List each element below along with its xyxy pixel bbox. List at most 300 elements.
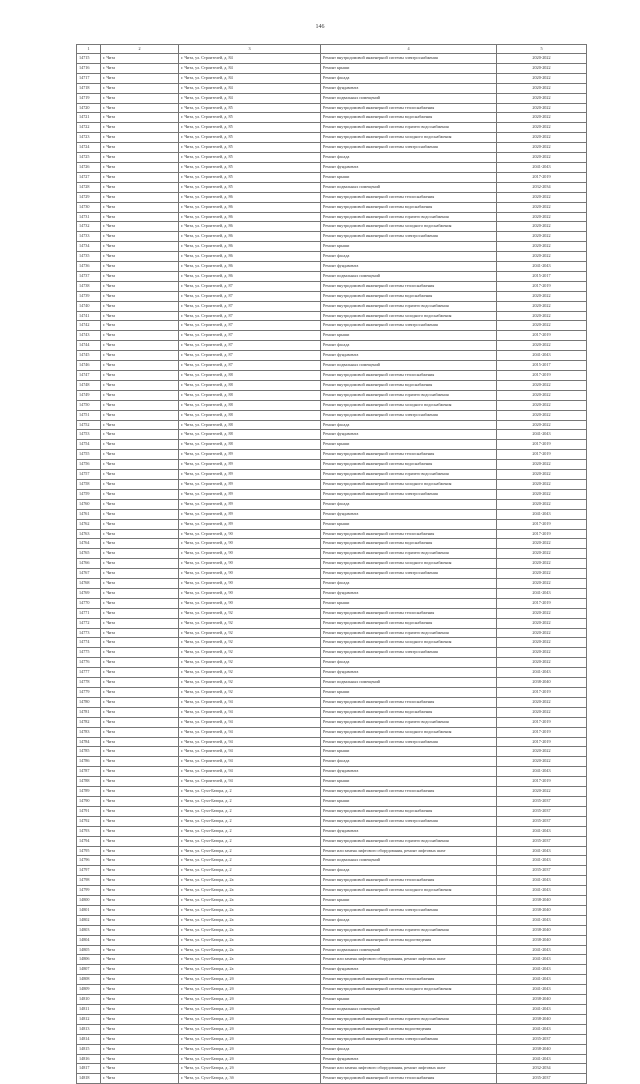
municipality-cell: г. Чита — [101, 955, 179, 965]
period-cell: 2038-2040 — [497, 1014, 587, 1024]
table-row — [77, 648, 587, 658]
header-cell: 5 — [497, 45, 587, 54]
table-row — [77, 242, 587, 252]
table-row — [77, 479, 587, 489]
work-type-cell: Ремонт внутридомовой инженерной системы холодного водоснабжения — [321, 479, 497, 489]
municipality-cell: г. Чита — [101, 83, 179, 93]
address-cell: г. Чита, ул. Строителей, д. 85 — [179, 113, 321, 123]
municipality-cell: г. Чита — [101, 331, 179, 341]
municipality-cell: г. Чита — [101, 281, 179, 291]
table-row — [77, 262, 587, 272]
work-type-cell: Ремонт подвальных помещений — [321, 1005, 497, 1015]
address-cell: г. Чита, ул. Сухэ-Батора, д. 2 — [179, 856, 321, 866]
table-row — [77, 905, 587, 915]
table-row — [77, 202, 587, 212]
row-number-cell: 14810 — [77, 995, 101, 1005]
address-cell: г. Чита, ул. Строителей, д. 92 — [179, 608, 321, 618]
table-row — [77, 529, 587, 539]
period-cell: 2020-2022 — [497, 569, 587, 579]
period-cell: 2020-2022 — [497, 638, 587, 648]
period-cell: 2020-2022 — [497, 311, 587, 321]
table-row — [77, 93, 587, 103]
period-cell: 2020-2022 — [497, 539, 587, 549]
period-cell: 2041-2043 — [497, 975, 587, 985]
row-number-cell: 14753 — [77, 430, 101, 440]
table-row — [77, 965, 587, 975]
period-cell: 2035-2037 — [497, 806, 587, 816]
work-type-cell: Ремонт фундамента — [321, 668, 497, 678]
period-cell: 2041-2043 — [497, 826, 587, 836]
municipality-cell: г. Чита — [101, 668, 179, 678]
table-row — [77, 579, 587, 589]
table-row — [77, 866, 587, 876]
period-cell: 2020-2022 — [497, 400, 587, 410]
row-number-cell: 14814 — [77, 1034, 101, 1044]
row-number-cell: 14804 — [77, 935, 101, 945]
address-cell: г. Чита, ул. Строителей, д. 87 — [179, 281, 321, 291]
row-number-cell: 14724 — [77, 143, 101, 153]
municipality-cell: г. Чита — [101, 648, 179, 658]
municipality-cell: г. Чита — [101, 826, 179, 836]
municipality-cell: г. Чита — [101, 113, 179, 123]
municipality-cell: г. Чита — [101, 519, 179, 529]
address-cell: г. Чита, ул. Строителей, д. 92 — [179, 628, 321, 638]
row-number-cell: 14800 — [77, 896, 101, 906]
work-type-cell: Ремонт внутридомовой инженерной системы горячего водоснабжения — [321, 301, 497, 311]
municipality-cell: г. Чита — [101, 380, 179, 390]
municipality-cell: г. Чита — [101, 598, 179, 608]
row-number-cell: 14782 — [77, 717, 101, 727]
row-number-cell: 14756 — [77, 460, 101, 470]
period-cell: 2035-2037 — [497, 816, 587, 826]
table-row — [77, 182, 587, 192]
period-cell: 2017-2019 — [497, 281, 587, 291]
table-row — [77, 470, 587, 480]
municipality-cell: г. Чита — [101, 1005, 179, 1015]
row-number-cell: 14778 — [77, 678, 101, 688]
row-number-cell: 14748 — [77, 380, 101, 390]
municipality-cell: г. Чита — [101, 945, 179, 955]
work-type-cell: Ремонт крыши — [321, 63, 497, 73]
row-number-cell: 14777 — [77, 668, 101, 678]
row-number-cell: 14797 — [77, 866, 101, 876]
row-number-cell: 14730 — [77, 202, 101, 212]
table-row — [77, 341, 587, 351]
address-cell: г. Чита, ул. Строителей, д. 84 — [179, 93, 321, 103]
row-number-cell: 14718 — [77, 83, 101, 93]
municipality-cell: г. Чита — [101, 499, 179, 509]
table-row — [77, 915, 587, 925]
period-cell: 2020-2022 — [497, 470, 587, 480]
row-number-cell: 14744 — [77, 341, 101, 351]
table-row — [77, 727, 587, 737]
table-row — [77, 985, 587, 995]
work-type-cell: Ремонт внутридомовой инженерной системы горячего водоснабжения — [321, 212, 497, 222]
table-row — [77, 1044, 587, 1054]
municipality-cell: г. Чита — [101, 430, 179, 440]
address-cell: г. Чита, ул. Строителей, д. 86 — [179, 202, 321, 212]
table-row — [77, 598, 587, 608]
table-row — [77, 54, 587, 64]
address-cell: г. Чита, ул. Строителей, д. 89 — [179, 509, 321, 519]
row-number-cell: 14727 — [77, 172, 101, 182]
table-row — [77, 608, 587, 618]
work-type-cell: Ремонт фундамента — [321, 83, 497, 93]
period-cell: 2020-2022 — [497, 242, 587, 252]
row-number-cell: 14752 — [77, 420, 101, 430]
table-row — [77, 588, 587, 598]
address-cell: г. Чита, ул. Сухэ-Батора, д. 2а — [179, 896, 321, 906]
work-type-cell: Ремонт фасада — [321, 757, 497, 767]
work-type-cell: Ремонт фундамента — [321, 262, 497, 272]
table-row — [77, 549, 587, 559]
work-type-cell: Ремонт подвальных помещений — [321, 93, 497, 103]
row-number-cell: 14811 — [77, 1005, 101, 1015]
municipality-cell: г. Чита — [101, 905, 179, 915]
municipality-cell: г. Чита — [101, 796, 179, 806]
period-cell: 2020-2022 — [497, 301, 587, 311]
period-cell: 2020-2022 — [497, 380, 587, 390]
address-cell: г. Чита, ул. Сухэ-Батора, д. 2б — [179, 1005, 321, 1015]
municipality-cell: г. Чита — [101, 697, 179, 707]
period-cell: 2020-2022 — [497, 63, 587, 73]
period-cell: 2020-2022 — [497, 697, 587, 707]
address-cell: г. Чита, ул. Строителей, д. 86 — [179, 222, 321, 232]
table-row — [77, 351, 587, 361]
work-type-cell: Ремонт фасада — [321, 153, 497, 163]
work-type-cell: Ремонт внутридомовой инженерной системы электроснабжения — [321, 143, 497, 153]
municipality-cell: г. Чита — [101, 1074, 179, 1084]
address-cell: г. Чита, ул. Строителей, д. 86 — [179, 242, 321, 252]
table-row — [77, 103, 587, 113]
address-cell: г. Чита, ул. Строителей, д. 90 — [179, 569, 321, 579]
work-type-cell: Ремонт внутридомовой инженерной системы холодного водоснабжения — [321, 559, 497, 569]
municipality-cell: г. Чита — [101, 242, 179, 252]
work-type-cell: Ремонт внутридомовой инженерной системы холодного водоснабжения — [321, 638, 497, 648]
municipality-cell: г. Чита — [101, 153, 179, 163]
period-cell: 2015-2017 — [497, 271, 587, 281]
work-type-cell: Ремонт фасада — [321, 341, 497, 351]
row-number-cell: 14771 — [77, 608, 101, 618]
period-cell: 2020-2022 — [497, 123, 587, 133]
table-row — [77, 489, 587, 499]
work-type-cell: Ремонт фундамента — [321, 588, 497, 598]
table-row — [77, 1005, 587, 1015]
address-cell: г. Чита, ул. Сухэ-Батора, д. 2б — [179, 975, 321, 985]
municipality-cell: г. Чита — [101, 876, 179, 886]
address-cell: г. Чита, ул. Строителей, д. 86 — [179, 252, 321, 262]
address-cell: г. Чита, ул. Сухэ-Батора, д. 2а — [179, 876, 321, 886]
row-number-cell: 14750 — [77, 400, 101, 410]
period-cell: 2020-2022 — [497, 222, 587, 232]
address-cell: г. Чита, ул. Строителей, д. 90 — [179, 549, 321, 559]
work-type-cell: Ремонт внутридомовой инженерной системы теплоснабжения — [321, 697, 497, 707]
work-type-cell: Ремонт фундамента — [321, 767, 497, 777]
address-cell: г. Чита, ул. Сухэ-Батора, д. 2б — [179, 1044, 321, 1054]
row-number-cell: 14784 — [77, 737, 101, 747]
municipality-cell: г. Чита — [101, 846, 179, 856]
address-cell: г. Чита, ул. Сухэ-Батора, д. 2а — [179, 935, 321, 945]
period-cell: 2032-2034 — [497, 182, 587, 192]
row-number-cell: 14743 — [77, 331, 101, 341]
period-cell: 2020-2022 — [497, 321, 587, 331]
work-type-cell: Ремонт фасада — [321, 658, 497, 668]
municipality-cell: г. Чита — [101, 628, 179, 638]
address-cell: г. Чита, ул. Сухэ-Батора, д. 2 — [179, 816, 321, 826]
municipality-cell: г. Чита — [101, 509, 179, 519]
table-row — [77, 1064, 587, 1074]
table-row — [77, 737, 587, 747]
period-cell: 2020-2022 — [497, 460, 587, 470]
table-row — [77, 777, 587, 787]
table-row — [77, 1074, 587, 1084]
table-row — [77, 559, 587, 569]
work-type-cell: Ремонт крыши — [321, 242, 497, 252]
period-cell: 2020-2022 — [497, 499, 587, 509]
row-number-cell: 14757 — [77, 470, 101, 480]
table-row — [77, 688, 587, 698]
row-number-cell: 14788 — [77, 777, 101, 787]
table-header-row — [77, 45, 587, 54]
work-type-cell: Ремонт внутридомовой инженерной системы водоснабжения — [321, 460, 497, 470]
municipality-cell: г. Чита — [101, 123, 179, 133]
work-type-cell: Ремонт или замена лифтового оборудования, ремонт лифтовых шахт — [321, 1064, 497, 1074]
row-number-cell: 14733 — [77, 232, 101, 242]
period-cell: 2020-2022 — [497, 757, 587, 767]
row-number-cell: 14799 — [77, 886, 101, 896]
address-cell: г. Чита, ул. Строителей, д. 87 — [179, 301, 321, 311]
table-row — [77, 222, 587, 232]
municipality-cell: г. Чита — [101, 291, 179, 301]
work-type-cell: Ремонт внутридомовой инженерной системы теплоснабжения — [321, 371, 497, 381]
work-type-cell: Ремонт внутридомовой инженерной системы водоснабжения — [321, 380, 497, 390]
row-number-cell: 14815 — [77, 1044, 101, 1054]
municipality-cell: г. Чита — [101, 985, 179, 995]
period-cell: 2017-2019 — [497, 450, 587, 460]
period-cell: 2020-2022 — [497, 192, 587, 202]
period-cell: 2035-2037 — [497, 796, 587, 806]
row-number-cell: 14803 — [77, 925, 101, 935]
period-cell: 2020-2022 — [497, 113, 587, 123]
address-cell: г. Чита, ул. Строителей, д. 84 — [179, 63, 321, 73]
municipality-cell: г. Чита — [101, 866, 179, 876]
period-cell: 2020-2022 — [497, 93, 587, 103]
row-number-cell: 14779 — [77, 688, 101, 698]
work-type-cell: Ремонт внутридомовой инженерной системы водоснабжения — [321, 806, 497, 816]
work-type-cell: Ремонт внутридомовой инженерной системы горячего водоснабжения — [321, 628, 497, 638]
row-number-cell: 14780 — [77, 697, 101, 707]
municipality-cell: г. Чита — [101, 271, 179, 281]
work-type-cell: Ремонт или замена лифтового оборудования, ремонт лифтовых шахт — [321, 846, 497, 856]
municipality-cell: г. Чита — [101, 688, 179, 698]
table-row — [77, 925, 587, 935]
table-row — [77, 232, 587, 242]
municipality-cell: г. Чита — [101, 311, 179, 321]
table-row — [77, 1014, 587, 1024]
municipality-cell: г. Чита — [101, 321, 179, 331]
table-row — [77, 935, 587, 945]
table-row — [77, 955, 587, 965]
work-type-cell: Ремонт внутридомовой инженерной системы теплоснабжения — [321, 192, 497, 202]
address-cell: г. Чита, ул. Строителей, д. 94 — [179, 737, 321, 747]
municipality-cell: г. Чита — [101, 965, 179, 975]
address-cell: г. Чита, ул. Строителей, д. 85 — [179, 162, 321, 172]
address-cell: г. Чита, ул. Строителей, д. 90 — [179, 598, 321, 608]
period-cell: 2041-2043 — [497, 1054, 587, 1064]
address-cell: г. Чита, ул. Сухэ-Батора, д. 2б — [179, 1024, 321, 1034]
table-row — [77, 678, 587, 688]
row-number-cell: 14807 — [77, 965, 101, 975]
address-cell: г. Чита, ул. Строителей, д. 94 — [179, 767, 321, 777]
row-number-cell: 14767 — [77, 569, 101, 579]
municipality-cell: г. Чита — [101, 707, 179, 717]
period-cell: 2038-2040 — [497, 995, 587, 1005]
municipality-cell: г. Чита — [101, 341, 179, 351]
address-cell: г. Чита, ул. Строителей, д. 88 — [179, 420, 321, 430]
row-number-cell: 14785 — [77, 747, 101, 757]
work-type-cell: Ремонт крыши — [321, 440, 497, 450]
work-type-cell: Ремонт внутридомовой инженерной системы водоснабжения — [321, 202, 497, 212]
municipality-cell: г. Чита — [101, 73, 179, 83]
row-number-cell: 14754 — [77, 440, 101, 450]
period-cell: 2038-2040 — [497, 678, 587, 688]
work-type-cell: Ремонт внутридомовой инженерной системы теплоснабжения — [321, 975, 497, 985]
table-row — [77, 321, 587, 331]
work-type-cell: Ремонт фасада — [321, 73, 497, 83]
period-cell: 2020-2022 — [497, 252, 587, 262]
address-cell: г. Чита, ул. Строителей, д. 94 — [179, 697, 321, 707]
row-number-cell: 14789 — [77, 787, 101, 797]
period-cell: 2017-2019 — [497, 371, 587, 381]
period-cell: 2020-2022 — [497, 212, 587, 222]
row-number-cell: 14801 — [77, 905, 101, 915]
municipality-cell: г. Чита — [101, 202, 179, 212]
work-type-cell: Ремонт или замена лифтового оборудования, ремонт лифтовых шахт — [321, 955, 497, 965]
row-number-cell: 14813 — [77, 1024, 101, 1034]
period-cell: 2020-2022 — [497, 628, 587, 638]
municipality-cell: г. Чита — [101, 806, 179, 816]
table-row — [77, 856, 587, 866]
period-cell: 2035-2037 — [497, 836, 587, 846]
period-cell: 2020-2022 — [497, 153, 587, 163]
table-row — [77, 252, 587, 262]
table-row — [77, 816, 587, 826]
header-cell: 4 — [321, 45, 497, 54]
work-type-cell: Ремонт внутридомовой инженерной системы горячего водоснабжения — [321, 717, 497, 727]
municipality-cell: г. Чита — [101, 371, 179, 381]
municipality-cell: г. Чита — [101, 569, 179, 579]
address-cell: г. Чита, ул. Строителей, д. 89 — [179, 460, 321, 470]
address-cell: г. Чита, ул. Сухэ-Батора, д. 2б — [179, 1034, 321, 1044]
table-row — [77, 311, 587, 321]
table-row — [77, 331, 587, 341]
address-cell: г. Чита, ул. Строителей, д. 94 — [179, 727, 321, 737]
row-number-cell: 14722 — [77, 123, 101, 133]
period-cell: 2035-2037 — [497, 1074, 587, 1084]
work-type-cell: Ремонт внутридомовой инженерной системы горячего водоснабжения — [321, 549, 497, 559]
period-cell: 2020-2022 — [497, 479, 587, 489]
table-row — [77, 796, 587, 806]
municipality-cell: г. Чита — [101, 588, 179, 598]
period-cell: 2020-2022 — [497, 787, 587, 797]
table-row — [77, 143, 587, 153]
address-cell: г. Чита, ул. Строителей, д. 89 — [179, 519, 321, 529]
work-type-cell: Ремонт внутридомовой инженерной системы горячего водоснабжения — [321, 1014, 497, 1024]
work-type-cell: Ремонт внутридомовой инженерной системы электроснабжения — [321, 321, 497, 331]
work-type-cell: Ремонт внутридомовой инженерной системы теплоснабжения — [321, 787, 497, 797]
period-cell: 2020-2022 — [497, 410, 587, 420]
address-cell: г. Чита, ул. Строителей, д. 92 — [179, 648, 321, 658]
work-type-cell: Ремонт крыши — [321, 796, 497, 806]
municipality-cell: г. Чита — [101, 172, 179, 182]
work-type-cell: Ремонт фасада — [321, 579, 497, 589]
work-type-cell: Ремонт фундамента — [321, 965, 497, 975]
work-type-cell: Ремонт внутридомовой инженерной системы горячего водоснабжения — [321, 925, 497, 935]
municipality-cell: г. Чита — [101, 539, 179, 549]
period-cell: 2032-2034 — [497, 1064, 587, 1074]
row-number-cell: 14790 — [77, 796, 101, 806]
row-number-cell: 14726 — [77, 162, 101, 172]
municipality-cell: г. Чита — [101, 222, 179, 232]
address-cell: г. Чита, ул. Строителей, д. 86 — [179, 271, 321, 281]
work-type-cell: Ремонт внутридомовой инженерной системы холодного водоснабжения — [321, 311, 497, 321]
municipality-cell: г. Чита — [101, 133, 179, 143]
municipality-cell: г. Чита — [101, 63, 179, 73]
municipality-cell: г. Чита — [101, 400, 179, 410]
table-row — [77, 430, 587, 440]
work-type-cell: Ремонт внутридомовой инженерной системы электроснабжения — [321, 54, 497, 64]
table-row — [77, 767, 587, 777]
address-cell: г. Чита, ул. Строителей, д. 84 — [179, 54, 321, 64]
period-cell: 2020-2022 — [497, 648, 587, 658]
period-cell: 2020-2022 — [497, 103, 587, 113]
period-cell: 2017-2019 — [497, 598, 587, 608]
header-cell: 1 — [77, 45, 101, 54]
table-row — [77, 420, 587, 430]
table-row — [77, 787, 587, 797]
row-number-cell: 14741 — [77, 311, 101, 321]
period-cell: 2020-2022 — [497, 707, 587, 717]
municipality-cell: г. Чита — [101, 460, 179, 470]
address-cell: г. Чита, ул. Сухэ-Батора, д. 2а — [179, 905, 321, 915]
work-type-cell: Ремонт внутридомовой инженерной системы холодного водоснабжения — [321, 400, 497, 410]
address-cell: г. Чита, ул. Сухэ-Батора, д. 2 — [179, 806, 321, 816]
table-row — [77, 301, 587, 311]
work-type-cell: Ремонт внутридомовой инженерной системы электроснабжения — [321, 905, 497, 915]
table-row — [77, 717, 587, 727]
municipality-cell: г. Чита — [101, 836, 179, 846]
row-number-cell: 14761 — [77, 509, 101, 519]
address-cell: г. Чита, ул. Строителей, д. 89 — [179, 489, 321, 499]
table-row — [77, 697, 587, 707]
period-cell: 2020-2022 — [497, 549, 587, 559]
period-cell: 2041-2043 — [497, 915, 587, 925]
period-cell: 2017-2019 — [497, 172, 587, 182]
table-row — [77, 212, 587, 222]
row-number-cell: 14770 — [77, 598, 101, 608]
municipality-cell: г. Чита — [101, 212, 179, 222]
period-cell: 2035-2037 — [497, 1034, 587, 1044]
table-row — [77, 440, 587, 450]
municipality-cell: г. Чита — [101, 182, 179, 192]
municipality-cell: г. Чита — [101, 856, 179, 866]
address-cell: г. Чита, ул. Строителей, д. 90 — [179, 588, 321, 598]
period-cell: 2020-2022 — [497, 489, 587, 499]
table-row — [77, 281, 587, 291]
row-number-cell: 14798 — [77, 876, 101, 886]
address-cell: г. Чита, ул. Сухэ-Батора, д. 2а — [179, 945, 321, 955]
address-cell: г. Чита, ул. Сухэ-Батора, д. 2а — [179, 965, 321, 975]
